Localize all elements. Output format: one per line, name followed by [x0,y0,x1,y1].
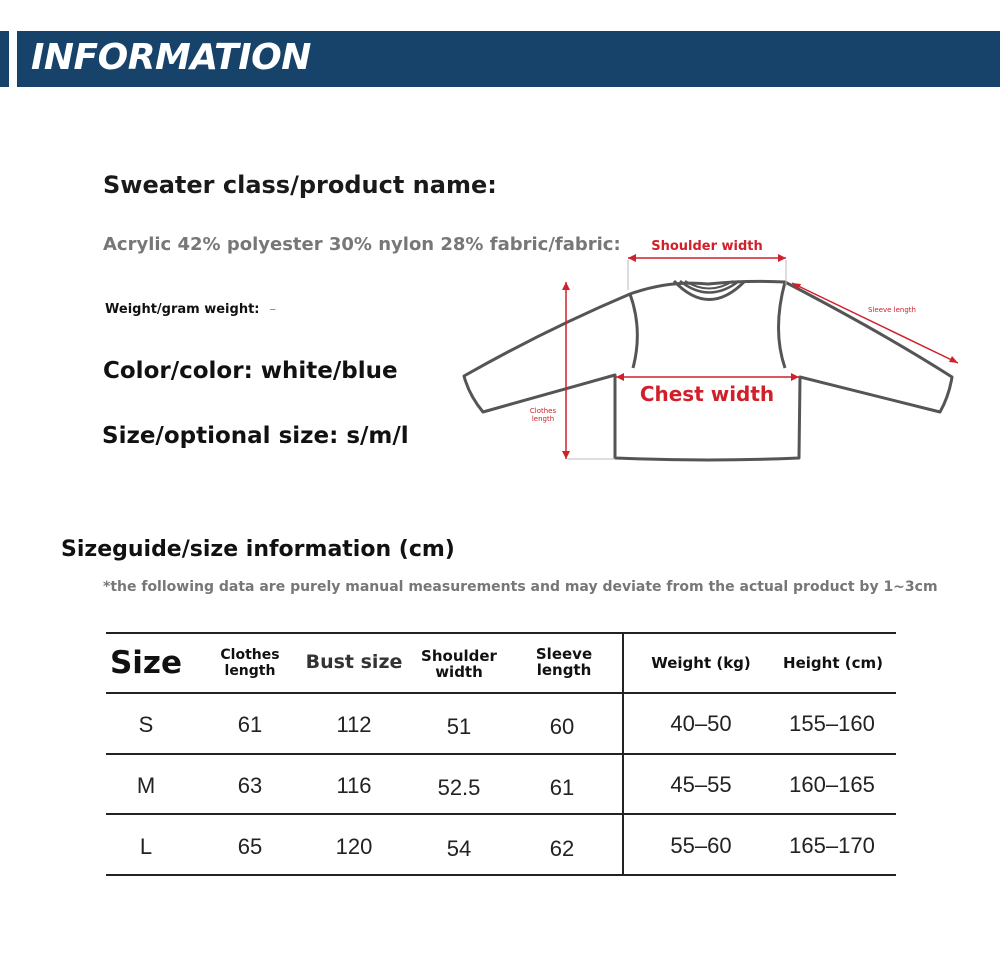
header-size: Size [109,645,183,681]
size-guide-note: *the following data are purely manual measurements and may deviate from the actual product by 1~3cm [103,579,938,595]
cell-weight: 55–60 [670,833,732,858]
cell-height: 165–170 [789,833,875,858]
cell-sleeve: 60 [549,714,575,739]
cell-clothes-length: 61 [237,712,263,737]
table-rule [106,753,896,755]
cell-height: 160–165 [789,772,875,797]
cell-height: 155–160 [789,711,875,736]
banner-accent [0,31,9,87]
header-bust-size: Bust size [305,651,403,673]
cell-bust: 112 [336,712,372,737]
header-shoulder-width-2: width [435,663,483,681]
cell-clothes-length: 63 [237,773,263,798]
chest-width-label: Chest width [639,382,775,406]
sweater-diagram [455,230,975,470]
cell-shoulder: 54 [446,836,472,861]
table-rule [106,813,896,815]
info-banner [17,31,1000,87]
color-text: Color/color: white/blue [103,358,398,384]
table-divider [622,632,624,875]
cell-weight: 45–55 [670,772,732,797]
size-table [106,632,896,875]
banner-title: INFORMATION [31,37,311,78]
header-sleeve-length [536,646,592,678]
header-sleeve-length-1: Sleeve [535,645,593,663]
armhole-left [630,294,637,368]
table-rule-top [106,632,896,634]
table-rule-bottom [106,874,896,876]
fabric-text: Acrylic 42% polyester 30% nylon 28% fabric/fabric: [103,234,621,255]
header-shoulder-width [421,648,497,680]
cell-size: L [139,834,153,859]
cell-shoulder: 52.5 [437,775,481,800]
shoulder-width-label: Shoulder width [651,239,763,254]
cell-sleeve: 61 [549,775,575,800]
weight-value: – [269,302,276,317]
product-name-label: Sweater class/product name: [103,171,497,199]
cell-clothes-length: 65 [237,834,263,859]
header-shoulder-width-1: Shoulder [421,647,497,665]
header-height: Height (cm) [783,654,883,672]
table-rule [106,692,896,694]
sleeve-length-label: Sleeve length [868,306,916,314]
weight-label: Weight/gram weight: [105,302,260,317]
clothes-length-label-2: length [531,415,555,423]
header-clothes-length [220,647,279,679]
cell-weight: 40–50 [670,711,732,736]
header-sleeve-length-2: length [536,661,592,679]
armhole-right [779,282,786,368]
cell-size: S [138,712,154,737]
cell-shoulder: 51 [446,714,472,739]
weight-line [105,302,276,317]
cell-bust: 120 [335,834,373,859]
clothes-length-label-1: Clothes [529,407,557,415]
cell-bust: 116 [336,773,372,798]
cell-sleeve: 62 [549,836,575,861]
header-weight: Weight (kg) [651,654,751,672]
size-guide-title: Sizeguide/size information (cm) [61,537,455,562]
header-clothes-length-2: length [224,663,276,679]
header-clothes-length-1: Clothes [220,647,280,663]
size-options-text: Size/optional size: s/m/l [102,423,409,449]
cell-size: M [136,773,156,798]
